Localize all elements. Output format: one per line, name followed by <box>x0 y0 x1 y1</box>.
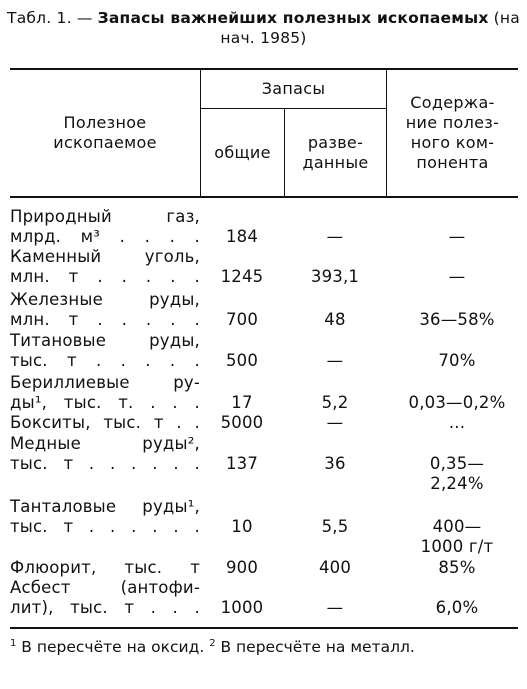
row-explored: — <box>326 413 344 432</box>
row-content: 400— <box>432 517 482 536</box>
footnote-2-mark: 2 <box>209 637 216 649</box>
row-name-line: Железные руды, <box>10 290 200 309</box>
row-content: 6,0% <box>435 598 479 617</box>
row-name-line: лит), тыс. т . . . <box>10 598 200 617</box>
row-name <box>10 207 200 247</box>
row-content: 1000 г/т <box>420 537 494 556</box>
row-name-line: Асбест (антофи- <box>10 578 200 597</box>
row-name <box>10 578 200 618</box>
row-name-line: Природный газ, <box>10 207 200 226</box>
row-name-line: млрд. м³ . . . . <box>10 227 200 246</box>
row-explored: 400 <box>318 558 352 577</box>
bottom-rule <box>10 627 518 629</box>
header-bottom-rule <box>10 196 518 198</box>
row-name-line: тыс. т . . . . . . <box>10 517 200 536</box>
row-content: — <box>448 267 466 286</box>
row-total: 10 <box>231 517 253 536</box>
row-total: 137 <box>225 454 259 473</box>
row-content: — <box>448 227 466 246</box>
table-title <box>0 8 527 48</box>
footnotes <box>10 636 518 658</box>
row-total: 900 <box>225 558 259 577</box>
header-total: общие <box>214 142 271 162</box>
row-explored: — <box>326 227 344 246</box>
row-name <box>10 290 200 330</box>
row-explored: — <box>326 351 344 370</box>
row-name-line: Каменный уголь, <box>10 247 200 266</box>
row-name-line: млн. т . . . . . <box>10 310 200 329</box>
row-name-line: Бокситы, тыс. т . . <box>10 413 200 432</box>
row-explored: — <box>326 598 344 617</box>
header-content: Содержа-ние полез-ного ком-понента <box>405 93 500 172</box>
row-total: 1000 <box>220 598 264 617</box>
row-content: 70% <box>438 351 476 370</box>
row-name <box>10 558 200 578</box>
row-content: 2,24% <box>430 474 484 493</box>
footnote-1-mark: 1 <box>10 637 17 649</box>
row-name-line: Медные руды², <box>10 434 200 453</box>
title-suffix: (на нач. 1985) <box>220 9 520 47</box>
row-name-line: тыс. т . . . . . . <box>10 454 200 473</box>
row-explored: 36 <box>324 454 346 473</box>
row-name-line: Титановые руды, <box>10 331 200 350</box>
row-name-line: млн. т . . . . . <box>10 267 200 286</box>
row-total: 1245 <box>220 267 264 286</box>
header-reserves: Запасы <box>261 79 326 98</box>
row-content: 36—58% <box>419 310 495 329</box>
row-explored: 5,2 <box>321 393 349 412</box>
footnote-1-text: В пересчёте на оксид. <box>16 638 210 656</box>
title-prefix: Табл. 1. — <box>7 9 98 27</box>
row-total: 5000 <box>220 413 264 432</box>
row-name-line: ды¹, тыс. т. . . . <box>10 393 200 412</box>
row-name <box>10 373 200 413</box>
row-content: ... <box>448 413 466 432</box>
row-total: 500 <box>225 351 259 370</box>
row-name-line: Танталовые руды¹, <box>10 497 200 516</box>
row-explored: 5,5 <box>321 517 349 536</box>
row-name-line: тыс. т . . . . . <box>10 351 200 370</box>
row-name-line: Бериллиевые ру- <box>10 373 200 392</box>
row-explored: 393,1 <box>310 267 360 286</box>
row-explored: 48 <box>324 310 346 329</box>
row-total: 17 <box>231 393 253 412</box>
row-name <box>10 247 200 287</box>
row-name <box>10 331 200 371</box>
row-content: 0,35— <box>429 454 485 473</box>
footnote-2-text: В пересчёте на металл. <box>215 638 415 656</box>
row-content: 85% <box>438 558 476 577</box>
row-name <box>10 434 200 474</box>
header-explored: разве-данные <box>302 132 369 172</box>
row-name <box>10 497 200 537</box>
header-mineral: Полезное ископаемое <box>53 113 157 152</box>
row-total: 184 <box>225 227 259 246</box>
row-content: 0,03—0,2% <box>408 393 506 412</box>
row-total: 700 <box>225 310 259 329</box>
row-name-line: Флюорит, тыс. т <box>10 558 200 577</box>
row-name <box>10 413 200 433</box>
title-bold: Запасы важнейших полезных ископаемых <box>97 9 489 27</box>
